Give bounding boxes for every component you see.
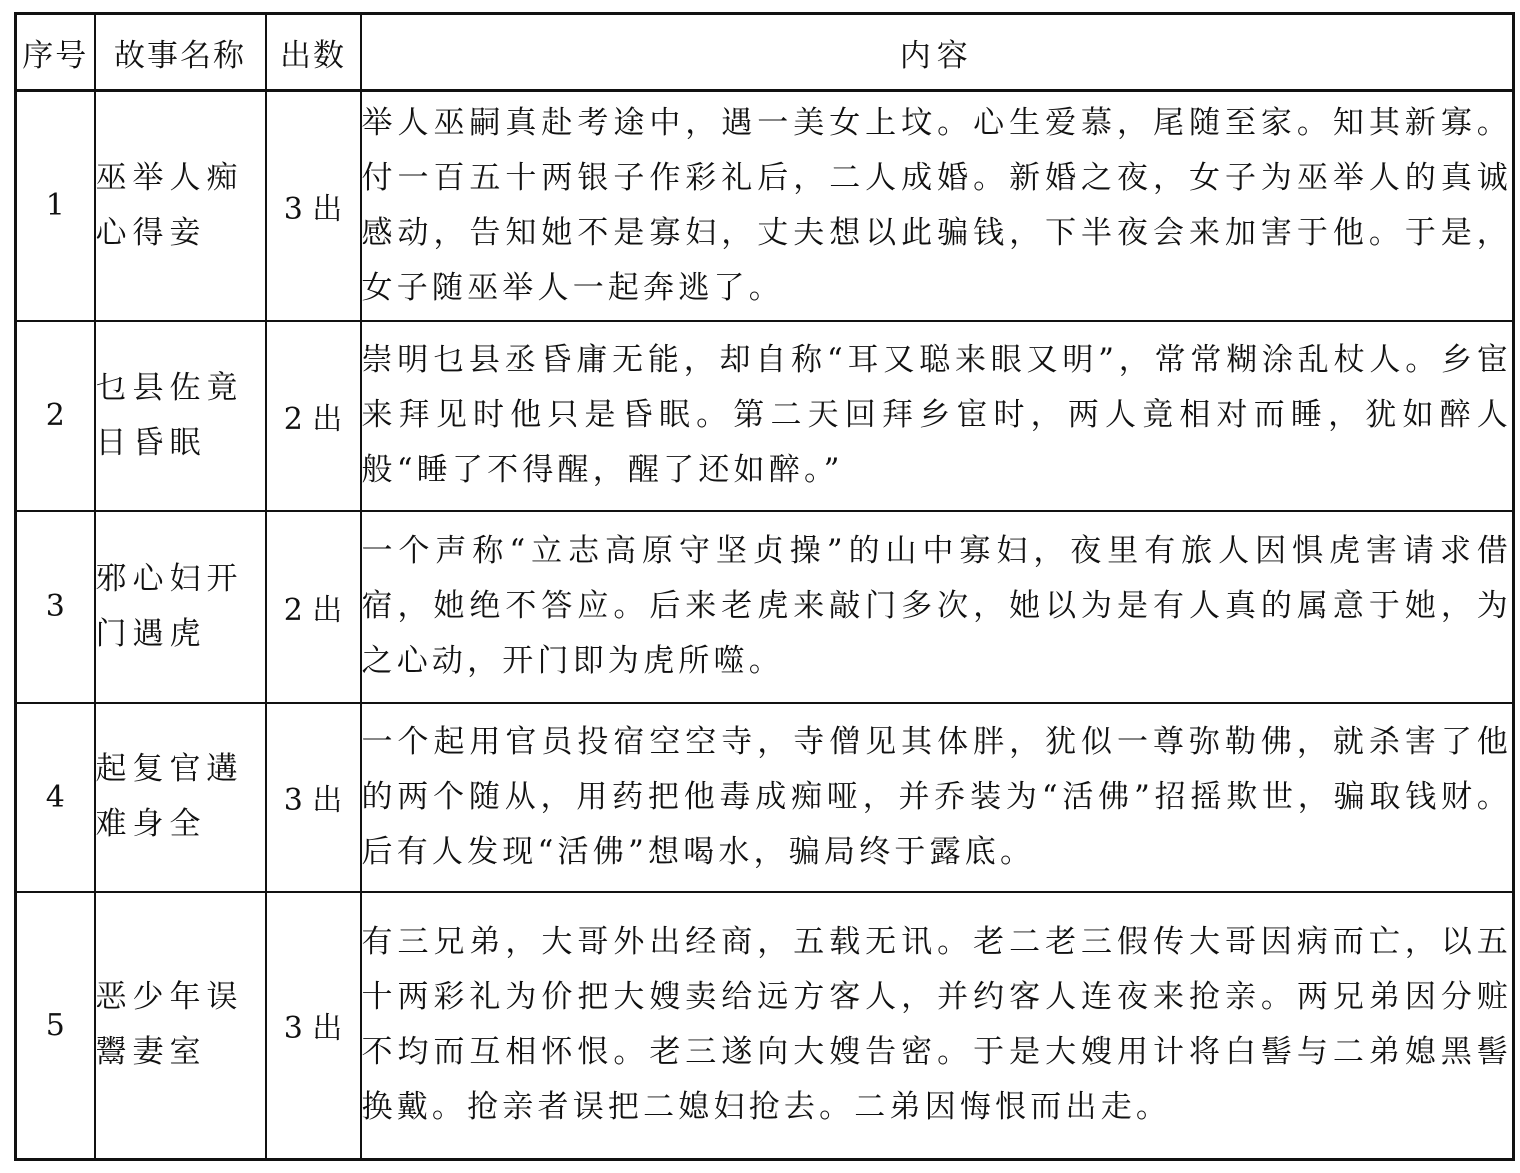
table-row xyxy=(16,321,1514,511)
table-row xyxy=(16,703,1514,892)
act-count: 3 出 xyxy=(266,91,361,321)
story-content: 举人巫嗣真赴考途中，遇一美女上坟。心生爱慕，尾随至家。知其新寡。付一百五十两银子作彩礼后，二人成婚。新婚之夜，女子为巫举人的真诚感动，告知她不是寡妇，丈夫想以此骗钱，下半夜会来加害于他。于是，女子随巫举人一起奔逃了。 xyxy=(361,91,1514,321)
act-count: 3 出 xyxy=(266,892,361,1160)
row-number: 2 xyxy=(16,321,95,511)
story-name: 邪心妇开门遇虎 xyxy=(95,511,266,703)
story-content: 一个声称“立志高原守坚贞操”的山中寡妇，夜里有旅人因惧虎害请求借宿，她绝不答应。后来老虎来敲门多次，她以为是有人真的属意于她，为之心动，开门即为虎所噬。 xyxy=(361,511,1514,703)
table-row xyxy=(16,91,1514,321)
header-row xyxy=(16,14,1514,91)
story-table xyxy=(14,12,1515,1161)
act-count: 3 出 xyxy=(266,703,361,892)
table-body xyxy=(16,91,1514,1160)
table-row xyxy=(16,892,1514,1160)
story-name: 恶少年误鬻妻室 xyxy=(95,892,266,1160)
header-act-count: 出数 xyxy=(266,14,361,91)
story-name: 起复官遘难身全 xyxy=(95,703,266,892)
row-number: 1 xyxy=(16,91,95,321)
story-name: 乜县佐竟日昏眠 xyxy=(95,321,266,511)
row-number: 3 xyxy=(16,511,95,703)
row-number: 4 xyxy=(16,703,95,892)
header-content: 内容 xyxy=(361,14,1514,91)
header-story-name: 故事名称 xyxy=(95,14,266,91)
story-content: 一个起用官员投宿空空寺，寺僧见其体胖，犹似一尊弥勒佛，就杀害了他的两个随从，用药把他毒成痴哑，并乔装为“活佛”招摇欺世，骗取钱财。后有人发现“活佛”想喝水，骗局终于露底。 xyxy=(361,703,1514,892)
story-content: 崇明乜县丞昏庸无能，却自称“耳又聪来眼又明”，常常糊涂乱杖人。乡宦来拜见时他只是昏眠。第二天回拜乡宦时，两人竟相对而睡，犹如醉人般“睡了不得醒，醒了还如醉。” xyxy=(361,321,1514,511)
act-count: 2 出 xyxy=(266,511,361,703)
table-row xyxy=(16,511,1514,703)
story-content: 有三兄弟，大哥外出经商，五载无讯。老二老三假传大哥因病而亡，以五十两彩礼为价把大嫂卖给远方客人，并约客人连夜来抢亲。两兄弟因分赃不均而互相怀恨。老三遂向大嫂告密。于是大嫂用计将白髻与二弟媳黑髻换戴。抢亲者误把二媳妇抢去。二弟因悔恨而出走。 xyxy=(361,892,1514,1160)
header-number: 序号 xyxy=(16,14,95,91)
act-count: 2 出 xyxy=(266,321,361,511)
story-name: 巫举人痴心得妾 xyxy=(95,91,266,321)
table-header xyxy=(16,14,1514,91)
row-number: 5 xyxy=(16,892,95,1160)
